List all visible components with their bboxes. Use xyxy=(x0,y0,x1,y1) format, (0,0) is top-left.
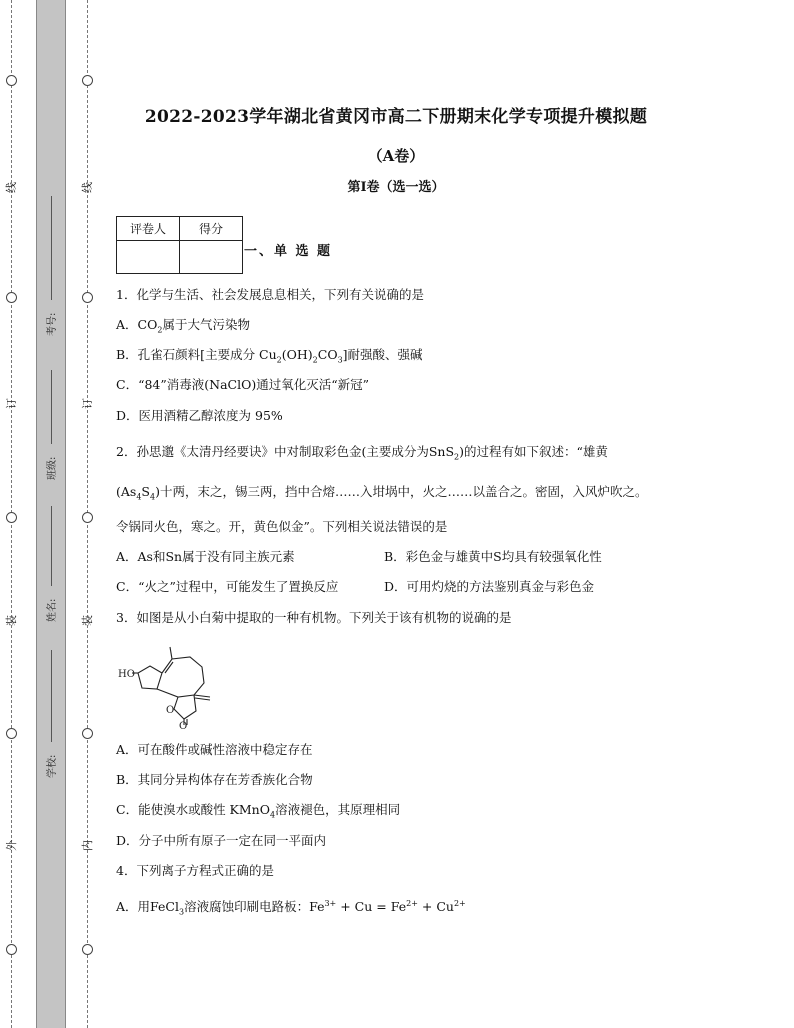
question-2-option-c[interactable]: C．“火之”过程中，可能发生了置换反应 xyxy=(116,579,339,594)
margin-char-outer: 装 xyxy=(5,615,18,626)
option-text: A．用FeCl xyxy=(116,899,179,915)
stem-text: )十两，末之，锡三两，挡中合熔……入坩埚中，火之……以盖合之。密固，入风炉吹之。 xyxy=(155,484,648,499)
subscript: 2 xyxy=(276,355,282,365)
subscript: 2 xyxy=(157,325,163,335)
question-2-option-b[interactable]: B．彩色金与雄黄中S均具有较强氧化性 xyxy=(384,549,602,564)
question-3-option-c[interactable] xyxy=(116,804,400,820)
question-2-stem-line-1 xyxy=(116,446,608,462)
stem-text: )的过程有如下叙述：“雄黄 xyxy=(459,444,608,459)
molecule-structure-diagram xyxy=(118,643,238,729)
question-1-option-a[interactable] xyxy=(116,319,250,335)
option-text: CO xyxy=(317,347,338,362)
punch-hole-icon xyxy=(6,292,17,303)
exam-number-field[interactable] xyxy=(51,196,52,300)
subscript: 3 xyxy=(337,355,343,365)
margin-char-outer: 线 xyxy=(5,182,18,193)
grader-header: 评卷人 xyxy=(117,217,180,241)
subscript: 2 xyxy=(454,452,460,462)
subscript: 4 xyxy=(269,810,276,820)
binding-margin xyxy=(0,0,100,1028)
question-3-option-a[interactable]: A．可在酸件或碱性溶液中稳定存在 xyxy=(116,742,313,757)
question-1-option-d[interactable]: D．医用酒精乙醇浓度为 95% xyxy=(116,408,283,423)
school-field[interactable] xyxy=(51,650,52,742)
molecule-label-o: O xyxy=(166,705,175,716)
subscript: 4 xyxy=(150,492,156,502)
page-subtitle: （A卷） xyxy=(367,147,425,165)
punch-hole-icon xyxy=(82,512,93,523)
superscript: 2+ xyxy=(453,899,466,908)
subscript: 2 xyxy=(312,355,318,365)
molecule-label-o: O xyxy=(179,721,188,729)
question-2-option-a[interactable]: A．As和Sn属于没有同主族元素 xyxy=(116,549,295,564)
question-2-stem-line-3: 令锅同火色，寒之。开，黄色似金”。下列相关说法错误的是 xyxy=(116,519,448,534)
subscript: 3 xyxy=(178,907,185,917)
question-4-stem: 4．下列离子方程式正确的是 xyxy=(116,863,274,878)
question-2-option-d[interactable]: D．可用灼烧的方法鉴别真金与彩色金 xyxy=(384,579,595,594)
option-text: + Cu xyxy=(417,899,454,915)
stem-text: S xyxy=(141,484,150,499)
punch-hole-icon xyxy=(6,944,17,955)
question-2-stem-line-2 xyxy=(116,486,647,502)
option-text: 属于大气污染物 xyxy=(162,317,250,332)
name-label: 姓名: xyxy=(47,598,58,622)
molecule-label-ho: HO xyxy=(118,669,135,680)
margin-char-outer: 外 xyxy=(5,840,18,851)
question-1-stem: 1．化学与生活、社会发展息息相关，下列有关说确的是 xyxy=(116,287,424,302)
punch-hole-icon xyxy=(82,944,93,955)
section-title: 一、单 选 题 xyxy=(244,244,333,259)
margin-char-inner: 线 xyxy=(81,182,94,193)
punch-hole-icon xyxy=(82,292,93,303)
score-cell[interactable] xyxy=(180,241,243,274)
volume-title: 第I卷（选一选） xyxy=(347,180,445,195)
punch-hole-icon xyxy=(6,75,17,86)
question-3-option-d[interactable]: D．分子中所有原子一定在同一平面内 xyxy=(116,833,327,848)
option-text: + Cu = Fe xyxy=(336,899,407,915)
margin-char-inner: 装 xyxy=(81,615,94,626)
punch-hole-icon xyxy=(6,512,17,523)
option-text: 溶液褪色，其原理相同 xyxy=(275,802,401,817)
option-text: 溶液腐蚀印刷电路板：Fe xyxy=(184,899,325,915)
stem-text: 2．孙思邈《太清丹经要诀》中对制取彩色金(主要成分为SnS xyxy=(116,444,455,459)
option-text: ]耐强酸、强碱 xyxy=(342,347,423,362)
stem-text: (As xyxy=(116,484,137,499)
school-label: 学校: xyxy=(47,754,58,778)
subscript: 4 xyxy=(136,492,142,502)
punch-hole-icon xyxy=(6,728,17,739)
exam-number-label: 考号: xyxy=(47,312,58,336)
question-1-option-c[interactable]: C．“84”消毒液(NaClO)通过氧化灭活“新冠” xyxy=(116,377,369,392)
margin-char-inner: 订 xyxy=(81,398,94,409)
option-text: (OH) xyxy=(281,347,313,362)
page-title: 2022-2023学年湖北省黄冈市高二下册期末化学专项提升模拟题 xyxy=(144,107,648,127)
question-3-stem: 3．如图是从小白菊中提取的一种有机物。下列关于该有机物的说确的是 xyxy=(116,610,512,625)
option-text: B．孔雀石颜料[主要成分 Cu xyxy=(116,347,277,362)
class-label: 班级: xyxy=(47,456,58,480)
question-4-option-a[interactable] xyxy=(116,900,466,917)
option-text: C．能使溴水或酸性 KMnO xyxy=(116,802,270,817)
question-3-option-b[interactable]: B．其同分异构体存在芳香族化合物 xyxy=(116,772,313,787)
margin-char-inner: 内 xyxy=(81,840,94,851)
grader-cell[interactable] xyxy=(117,241,180,274)
class-field[interactable] xyxy=(51,370,52,444)
punch-hole-icon xyxy=(82,728,93,739)
superscript: 2+ xyxy=(406,899,418,908)
score-table xyxy=(116,216,243,274)
question-1-option-b[interactable] xyxy=(116,349,423,365)
margin-char-outer: 订 xyxy=(5,398,18,409)
option-text: A．CO xyxy=(116,317,158,332)
name-field[interactable] xyxy=(51,506,52,586)
superscript: 3+ xyxy=(324,899,337,908)
punch-hole-icon xyxy=(82,75,93,86)
score-header: 得分 xyxy=(180,217,243,241)
